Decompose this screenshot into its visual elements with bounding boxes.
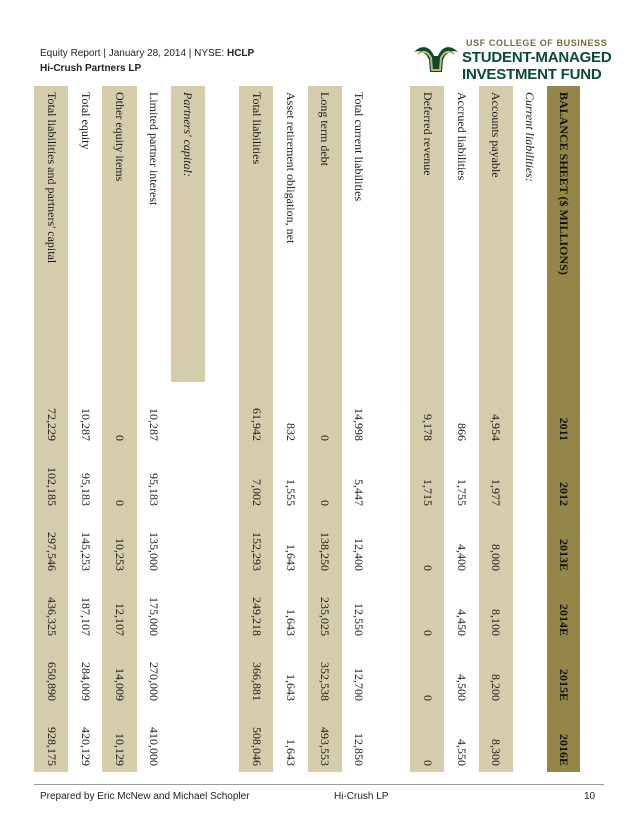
row-label: Total current liabilities [342, 86, 376, 382]
value-cell: 1,643 [273, 577, 307, 642]
value-cell: 72,229 [34, 382, 68, 447]
value-cell: 508,046 [239, 707, 273, 772]
value-cell: 1,643 [273, 707, 307, 772]
value-cell: 138,250 [308, 512, 342, 577]
value-cell [376, 642, 410, 707]
value-cell [205, 577, 239, 642]
value-cell: 352,538 [308, 642, 342, 707]
value-cell: 297,546 [34, 512, 68, 577]
value-cell: 12,850 [342, 707, 376, 772]
year-header: 2016E [547, 707, 580, 772]
value-cell: 249,218 [239, 577, 273, 642]
value-cell: 4,450 [444, 577, 478, 642]
table-row [342, 86, 376, 772]
value-cell: 5,447 [342, 447, 376, 512]
logo-line-3: INVESTMENT FUND [462, 66, 602, 83]
table-row [239, 86, 273, 772]
table-title: BALANCE SHEET ($ MILLIONS) [547, 86, 580, 382]
year-header: 2012 [547, 447, 580, 512]
year-header: 2013E [547, 512, 580, 577]
value-cell [513, 707, 547, 772]
value-cell: 4,500 [444, 642, 478, 707]
value-cell [205, 642, 239, 707]
value-cell: 61,942 [239, 382, 273, 447]
value-cell: 270,000 [137, 642, 171, 707]
value-cell: 0 [102, 447, 136, 512]
value-cell: 493,553 [308, 707, 342, 772]
bull-horns-icon [412, 42, 460, 82]
table-row [376, 86, 410, 772]
value-cell: 420,129 [68, 707, 102, 772]
value-cell: 235,025 [308, 577, 342, 642]
row-label: Current liabilities: [513, 86, 547, 382]
value-cell: 4,400 [444, 512, 478, 577]
value-cell [376, 447, 410, 512]
fund-logo [412, 38, 612, 88]
table-row [479, 86, 513, 772]
row-label: Other equity items [102, 86, 136, 382]
value-cell: 436,325 [34, 577, 68, 642]
value-cell: 0 [410, 577, 444, 642]
value-cell: 152,293 [239, 512, 273, 577]
value-cell: 284,009 [68, 642, 102, 707]
value-cell [376, 707, 410, 772]
value-cell: 8,100 [479, 577, 513, 642]
value-cell [513, 512, 547, 577]
report-header [40, 48, 254, 59]
value-cell [376, 577, 410, 642]
value-cell: 832 [273, 382, 307, 447]
value-cell: 1,755 [444, 447, 478, 512]
footer-company: Hi-Crush LP [334, 791, 389, 802]
value-cell: 0 [410, 707, 444, 772]
value-cell: 0 [308, 382, 342, 447]
value-cell: 1,555 [273, 447, 307, 512]
value-cell: 145,253 [68, 512, 102, 577]
logo-line-1: USF COLLEGE OF BUSINESS [466, 38, 608, 48]
value-cell [205, 382, 239, 447]
value-cell [205, 707, 239, 772]
row-label [376, 86, 410, 382]
table-row [137, 86, 171, 772]
value-cell: 0 [410, 642, 444, 707]
value-cell [513, 577, 547, 642]
value-cell: 410,000 [137, 707, 171, 772]
value-cell: 12,700 [342, 642, 376, 707]
value-cell: 10,253 [102, 512, 136, 577]
value-cell [171, 707, 205, 772]
value-cell: 928,175 [34, 707, 68, 772]
year-header: 2011 [547, 382, 580, 447]
value-cell: 95,183 [137, 447, 171, 512]
table-row [410, 86, 444, 772]
value-cell: 8,200 [479, 642, 513, 707]
value-cell: 1,977 [479, 447, 513, 512]
value-cell [171, 382, 205, 447]
row-label: Long term debt [308, 86, 342, 382]
row-label: Total liabilities and partners' capital [34, 86, 68, 382]
value-cell: 7,002 [239, 447, 273, 512]
value-cell: 4,954 [479, 382, 513, 447]
value-cell: 1,643 [273, 642, 307, 707]
value-cell: 8,300 [479, 707, 513, 772]
table-header-row [547, 86, 580, 772]
table-row [205, 86, 239, 772]
table-row [68, 86, 102, 772]
value-cell [513, 642, 547, 707]
value-cell: 9,178 [410, 382, 444, 447]
table-row [102, 86, 136, 772]
value-cell [513, 382, 547, 447]
value-cell [171, 447, 205, 512]
value-cell: 0 [308, 447, 342, 512]
company-name: Hi-Crush Partners LP [40, 63, 142, 74]
row-label: Deferred revenue [410, 86, 444, 382]
row-label: Accounts payable [479, 86, 513, 382]
value-cell: 0 [102, 382, 136, 447]
value-cell: 135,000 [137, 512, 171, 577]
table-row [308, 86, 342, 772]
value-cell: 0 [410, 512, 444, 577]
value-cell: 366,881 [239, 642, 273, 707]
value-cell: 8,000 [479, 512, 513, 577]
value-cell: 12,400 [342, 512, 376, 577]
value-cell [171, 642, 205, 707]
footer-authors: Prepared by Eric McNew and Michael Schopler [40, 791, 250, 802]
table-row [444, 86, 478, 772]
year-header: 2014E [547, 577, 580, 642]
balance-sheet-table [34, 86, 580, 772]
value-cell: 1,643 [273, 512, 307, 577]
balance-sheet-wrap [34, 86, 580, 772]
logo-line-2: STUDENT-MANAGED [462, 49, 612, 66]
value-cell: 12,550 [342, 577, 376, 642]
year-header: 2015E [547, 642, 580, 707]
value-cell: 10,129 [102, 707, 136, 772]
value-cell: 175,000 [137, 577, 171, 642]
value-cell: 14,998 [342, 382, 376, 447]
value-cell [171, 577, 205, 642]
value-cell: 650,890 [34, 642, 68, 707]
row-label [205, 86, 239, 382]
ticker: HCLP [226, 48, 255, 59]
value-cell: 102,185 [34, 447, 68, 512]
value-cell: 10,287 [137, 382, 171, 447]
value-cell [205, 512, 239, 577]
row-label: Limited partner interest [137, 86, 171, 382]
value-cell: 187,107 [68, 577, 102, 642]
value-cell: 866 [444, 382, 478, 447]
value-cell: 95,183 [68, 447, 102, 512]
table-row [34, 86, 68, 772]
value-cell: 4,550 [444, 707, 478, 772]
table-row [273, 86, 307, 772]
value-cell: 1,715 [410, 447, 444, 512]
row-label: Total liabilities [239, 86, 273, 382]
value-cell: 12,107 [102, 577, 136, 642]
value-cell [513, 447, 547, 512]
value-cell: 14,009 [102, 642, 136, 707]
value-cell: 10,287 [68, 382, 102, 447]
row-label: Total equity [68, 86, 102, 382]
report-line-prefix: Equity Report | January 28, 2014 | NYSE: [40, 48, 227, 59]
row-label: Asset retirement obligation, net [273, 86, 307, 382]
page-number: 10 [584, 791, 596, 802]
table-row [171, 86, 205, 772]
footer-rule [34, 784, 604, 785]
value-cell [376, 512, 410, 577]
value-cell [376, 382, 410, 447]
row-label: Accrued liabilities [444, 86, 478, 382]
value-cell [205, 447, 239, 512]
row-label: Partners' capital: [171, 86, 205, 382]
table-row [513, 86, 547, 772]
value-cell [171, 512, 205, 577]
